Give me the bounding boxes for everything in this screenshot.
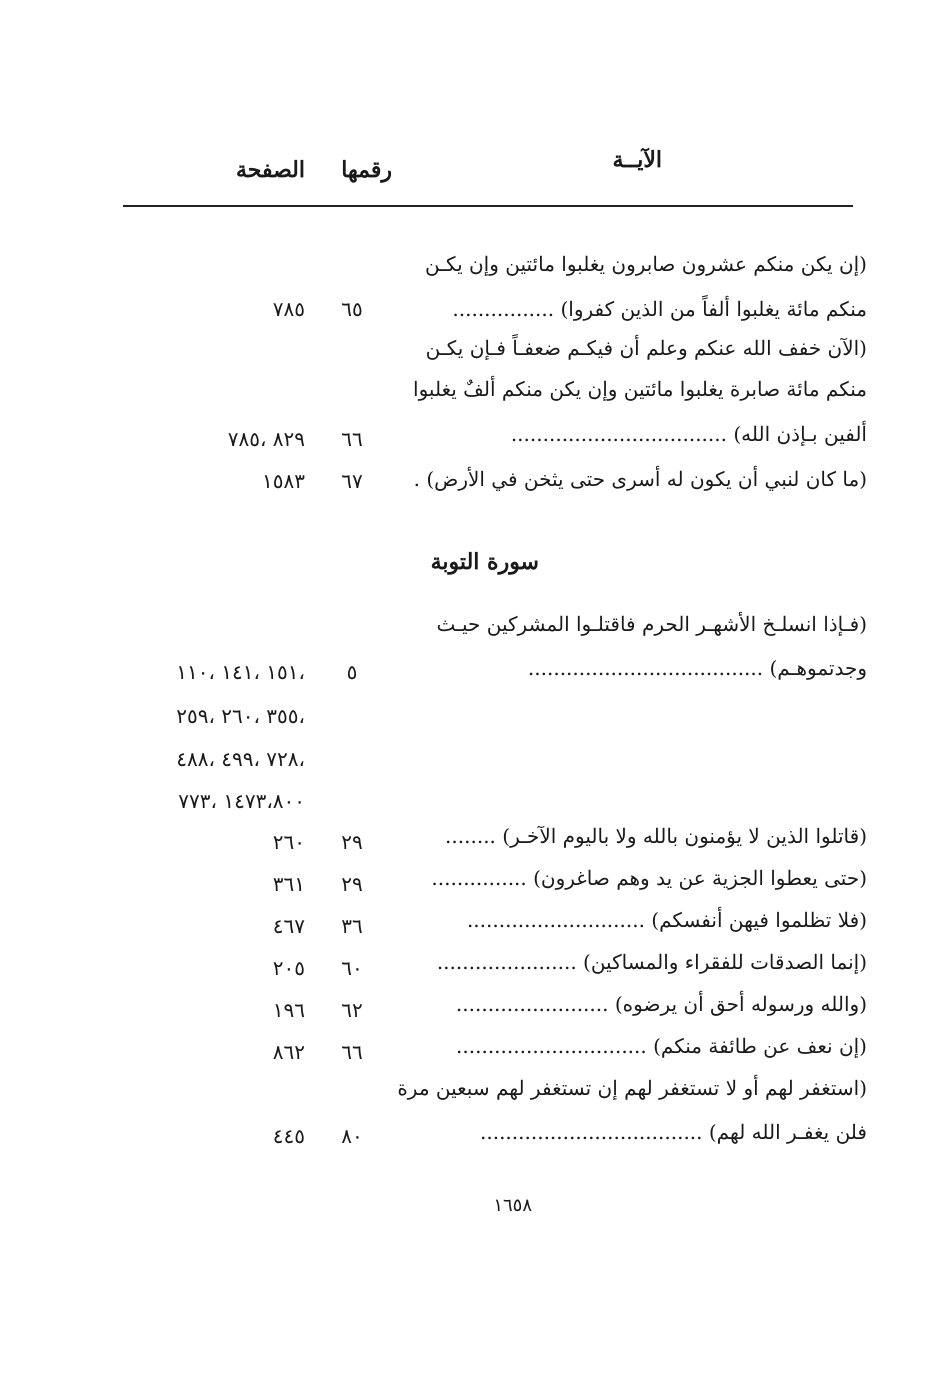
ayah-number: ٦٥ [341,297,363,321]
ayah-line: (قاتلوا الذين لا يؤمنون بالله ولا باليوم الآخـر) ........ [445,824,867,848]
page-reference: ٧٨٥ [272,297,305,321]
ayah-number: ٦٦ [341,1040,363,1064]
ayah-line: فلن يغفـر الله لهم) ................................... [480,1120,867,1144]
number-column-header: رقمها [341,157,392,183]
ayah-column-header: الآيــة [612,147,662,173]
page-reference: ،٧٢٨ ،٤٩٩ ،٤٨٨ [176,747,305,771]
ayah-number: ٦٠ [341,956,363,980]
ayah-line: (إنما الصدقات للفقراء والمساكين) ...................... [436,950,867,974]
header-divider [123,205,853,207]
page-reference: ٤٤٥ [272,1124,305,1148]
ayah-line: وجدتموهـم) ..................................... [527,656,867,680]
page-reference: ٢٠٥ [272,956,305,980]
page-reference: ٨٢٩ ،٧٨٥ [227,427,305,451]
ayah-line: (حتى يعطوا الجزية عن يد وهم صاغرون) ............... [431,866,867,890]
ayah-line: (إن نعف عن طائفة منكم) .............................. [456,1034,867,1058]
ayah-line: (إن يكن منكم عشرون صابرون يغلبوا مائتين وإن يكـن [424,252,867,276]
ayah-number: ٥ [346,660,358,684]
ayah-line: (ما كان لنبي أن يكون له أسرى حتى يثخن في الأرض) . [413,467,867,491]
ayah-number: ٨٠ [341,1124,363,1148]
ayah-number: ٦٦ [341,427,363,451]
page-reference: ،١٥١ ،١٤١ ،١١٠ [176,660,305,684]
ayah-line: ألفين بـإذن الله) .................................. [510,422,867,446]
ayah-number: ٦٢ [341,998,363,1022]
ayah-line: (استغفر لهم أو لا تستغفر لهم إن تستغفر لهم سبعين مرة [397,1076,867,1100]
ayah-number: ٢٩ [341,830,363,854]
page-number: ١٦٥٨ [493,1195,532,1216]
page-reference: ٣٦١ [272,872,305,896]
ayah-line: (والله ورسوله أحق أن يرضوه) ........................ [455,992,867,1016]
ayah-number: ٣٦ [341,914,363,938]
surah-title: سورة التوبة [430,549,539,575]
ayah-line: (فـإذا انسلـخ الأشهـر الحرم فاقتلـوا المشركين حيـث [436,612,867,636]
page-column-header: الصفحة [235,157,305,183]
ayah-line: منكم مائة يغلبوا ألفاً من الذين كفروا) ................ [452,297,867,321]
page-reference: ٨٦٢ [272,1040,305,1064]
page-reference: ١٤٧٣،٨٠٠ ،٧٧٣ [178,789,305,813]
ayah-number: ٢٩ [341,872,363,896]
page-reference: ١٩٦ [272,998,305,1022]
page-reference: ٢٦٠ [272,830,305,854]
page-reference: ،٣٥٥ ،٢٦٠ ،٢٥٩ [176,704,305,728]
page-reference: ٤٦٧ [272,914,305,938]
ayah-line: (الآن خفف الله عنكم وعلم أن فيكـم ضعفـاً فـإن يكـن [425,336,867,360]
page-reference: ١٥٨٣ [262,469,305,493]
ayah-number: ٦٧ [341,469,363,493]
ayah-line: (فلا تظلموا فيهن أنفسكم) ............................ [466,908,867,932]
ayah-line: منكم مائة صابرة يغلبوا مائتين وإن يكن منكم ألفٌ يغلبوا [413,377,867,401]
